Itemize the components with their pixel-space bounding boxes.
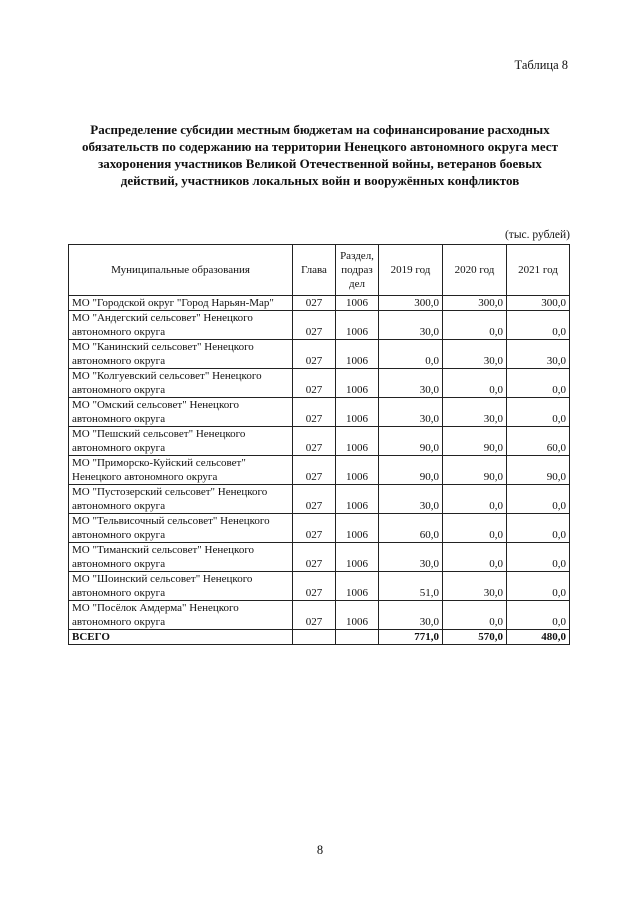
document-title: Распределение субсидии местным бюджетам на софинансирование расходных обязательств по содержанию на территории Ненецкого автономного округа мест захоронения участников Великой Отечественной войны, ветеранов боевых действий, участников локальных войн и вооружённых конфликтов: [82, 122, 558, 188]
total-label: ВСЕГО: [69, 630, 293, 645]
header-chapter: Глава: [293, 245, 336, 296]
row-2019: 30,0: [379, 543, 443, 572]
header-2021: 2021 год: [507, 245, 570, 296]
total-2019: 771,0: [379, 630, 443, 645]
row-section: 1006: [336, 427, 379, 456]
row-2020: 0,0: [443, 543, 507, 572]
subsidy-table: [68, 244, 570, 645]
table-row: [69, 514, 570, 543]
row-2020: 90,0: [443, 456, 507, 485]
row-section: 1006: [336, 485, 379, 514]
table-header-row: [69, 245, 570, 296]
row-2021: 0,0: [507, 601, 570, 630]
row-2021: 0,0: [507, 398, 570, 427]
row-section: 1006: [336, 296, 379, 311]
row-2021: 0,0: [507, 572, 570, 601]
row-name: МО "Тиманский сельсовет" Ненецкого автономного округа: [69, 543, 293, 572]
row-2021: 0,0: [507, 514, 570, 543]
row-2021: 0,0: [507, 485, 570, 514]
row-2019: 30,0: [379, 311, 443, 340]
header-2020: 2020 год: [443, 245, 507, 296]
row-section: 1006: [336, 311, 379, 340]
table-row: [69, 369, 570, 398]
row-2019: 30,0: [379, 485, 443, 514]
row-2019: 51,0: [379, 572, 443, 601]
row-2019: 90,0: [379, 427, 443, 456]
row-name: МО "Городской округ "Город Нарьян-Мар": [69, 296, 293, 311]
row-chapter: 027: [293, 601, 336, 630]
row-2019: 30,0: [379, 398, 443, 427]
total-section-empty: [336, 630, 379, 645]
units-note: (тыс. рублей): [504, 229, 570, 241]
row-2020: 30,0: [443, 340, 507, 369]
total-chapter-empty: [293, 630, 336, 645]
row-name: МО "Приморско-Куйский сельсовет" Ненецкого автономного округа: [69, 456, 293, 485]
row-chapter: 027: [293, 572, 336, 601]
row-name: МО "Посёлок Амдерма" Ненецкого автономного округа: [69, 601, 293, 630]
table-label: Таблица 8: [514, 58, 568, 72]
row-2021: 30,0: [507, 340, 570, 369]
total-2021: 480,0: [507, 630, 570, 645]
row-name: МО "Канинский сельсовет" Ненецкого автономного округа: [69, 340, 293, 369]
row-2021: 60,0: [507, 427, 570, 456]
header-section: Раздел, подраз дел: [336, 245, 379, 296]
row-chapter: 027: [293, 340, 336, 369]
header-municipality: Муниципальные образования: [69, 245, 293, 296]
row-2020: 0,0: [443, 369, 507, 398]
row-2020: 0,0: [443, 311, 507, 340]
table-row: [69, 296, 570, 311]
row-2020: 30,0: [443, 398, 507, 427]
row-2019: 0,0: [379, 340, 443, 369]
total-row: [69, 630, 570, 645]
table-row: [69, 340, 570, 369]
total-2020: 570,0: [443, 630, 507, 645]
row-2021: 0,0: [507, 369, 570, 398]
row-chapter: 027: [293, 456, 336, 485]
row-2020: 90,0: [443, 427, 507, 456]
row-chapter: 027: [293, 296, 336, 311]
row-section: 1006: [336, 572, 379, 601]
row-chapter: 027: [293, 311, 336, 340]
row-section: 1006: [336, 398, 379, 427]
row-section: 1006: [336, 514, 379, 543]
row-section: 1006: [336, 456, 379, 485]
row-2019: 30,0: [379, 369, 443, 398]
row-2021: 0,0: [507, 311, 570, 340]
table-row: [69, 311, 570, 340]
row-name: МО "Тельвисочный сельсовет" Ненецкого автономного округа: [69, 514, 293, 543]
row-section: 1006: [336, 601, 379, 630]
table-row: [69, 456, 570, 485]
row-section: 1006: [336, 369, 379, 398]
row-2020: 0,0: [443, 485, 507, 514]
table-row: [69, 572, 570, 601]
row-2019: 60,0: [379, 514, 443, 543]
row-chapter: 027: [293, 543, 336, 572]
table-row: [69, 485, 570, 514]
row-name: МО "Колгуевский сельсовет" Ненецкого автономного округа: [69, 369, 293, 398]
row-2019: 30,0: [379, 601, 443, 630]
table-row: [69, 543, 570, 572]
table-row: [69, 427, 570, 456]
row-name: МО "Андегский сельсовет" Ненецкого автономного округа: [69, 311, 293, 340]
row-2020: 30,0: [443, 572, 507, 601]
row-2020: 0,0: [443, 601, 507, 630]
row-name: МО "Пустозерский сельсовет" Ненецкого автономного округа: [69, 485, 293, 514]
row-chapter: 027: [293, 485, 336, 514]
row-chapter: 027: [293, 369, 336, 398]
row-2019: 300,0: [379, 296, 443, 311]
row-section: 1006: [336, 340, 379, 369]
row-2021: 0,0: [507, 543, 570, 572]
row-2020: 300,0: [443, 296, 507, 311]
page-number: 8: [316, 843, 324, 857]
row-chapter: 027: [293, 398, 336, 427]
row-name: МО "Омский сельсовет" Ненецкого автономного округа: [69, 398, 293, 427]
row-2020: 0,0: [443, 514, 507, 543]
table-row: [69, 398, 570, 427]
row-name: МО "Пешский сельсовет" Ненецкого автономного округа: [69, 427, 293, 456]
header-2019: 2019 год: [379, 245, 443, 296]
row-2021: 90,0: [507, 456, 570, 485]
row-chapter: 027: [293, 427, 336, 456]
table-row: [69, 601, 570, 630]
row-chapter: 027: [293, 514, 336, 543]
row-name: МО "Шоинский сельсовет" Ненецкого автономного округа: [69, 572, 293, 601]
row-2019: 90,0: [379, 456, 443, 485]
row-2021: 300,0: [507, 296, 570, 311]
row-section: 1006: [336, 543, 379, 572]
